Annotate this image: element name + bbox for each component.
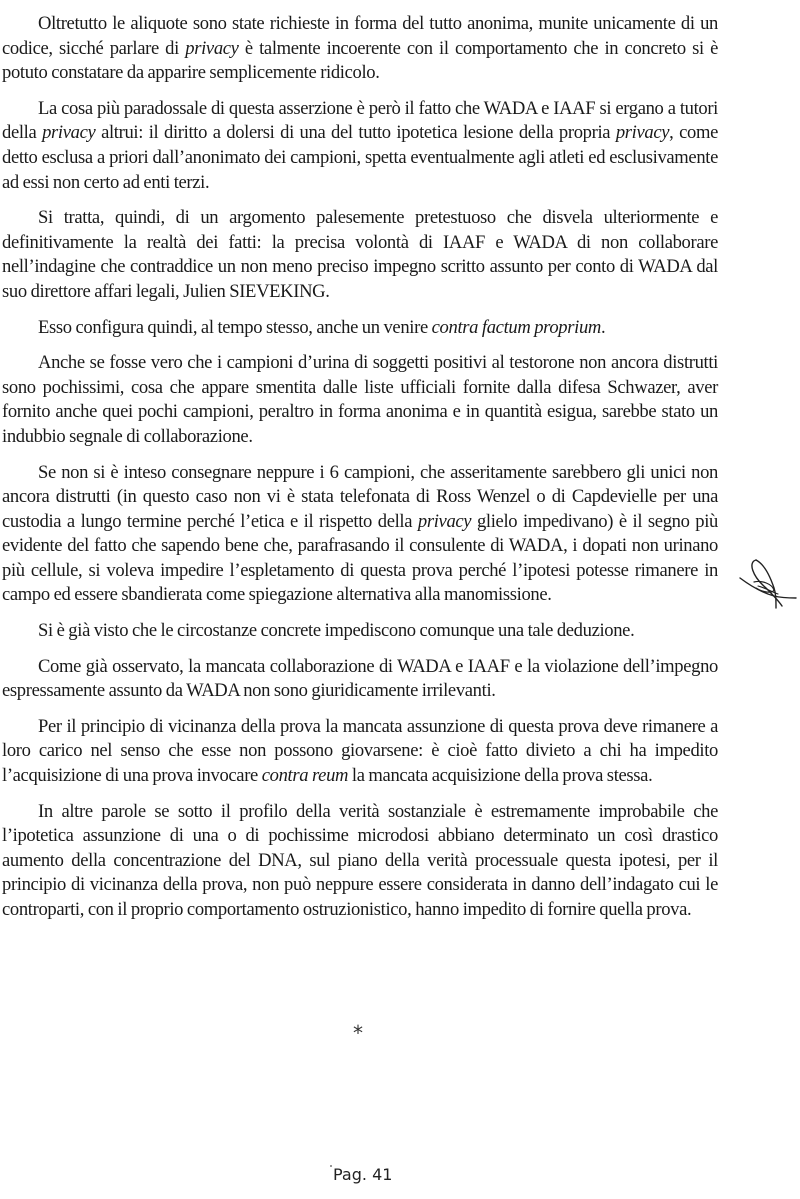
paragraph [2,97,718,195]
page-number [333,1165,392,1184]
paragraph [2,12,718,86]
text-run: La cosa più paradossale di questa asserzione è però il fatto che WADA e IAAF si ergano a tutori della [2,97,718,144]
text-run: In altre parole se sotto il profilo della verità sostanziale è estremamente improbabile che l’ipotetica assunzione di una o di pochissime microdosi abbiano determinato un così drastico aumento della concentrazione del DNA, sul piano della verità processuale questa ipotesi, per il principio di vicinanza della prova, non può neppure essere considerata in danno dell’indagato cui le controparti, con il proprio comportamento ostruzionistico, hanno impedito di fornire quella prova. [2,800,718,920]
text-run: Esso configura quindi, al tempo stesso, anche un venire [38,316,432,338]
document-body [2,12,718,934]
text-run: Anche se fosse vero che i campioni d’urina di soggetti positivi al testorone non ancora distrutti sono pochissimi, cosa che appare smentita dalle liste ufficiali fornite dalla difesa Schwazer, aver fornito anche quei pochi campioni, peraltro in forma anonima e in quantità esigua, sarebbe stato un indubbio segnale di collaborazione. [2,352,718,447]
paragraph [2,655,718,704]
text-run: Se non si è inteso consegnare neppure i 6 campioni, che asseritamente sarebbero gli unici non ancora distrutti (in questo caso non vi è stata telefonata di Ross Wenzel o di Capdevielle per una custodia a lungo termine perché l’etica e il rispetto della [2,461,718,532]
text-run: Come già osservato, la mancata collaborazione di WADA e IAAF e la violazione dell’impegno espressamente assunto da WADA non sono giuridicamente irrilevanti. [2,655,718,702]
scan-speck [330,1165,332,1167]
text-run: glielo impedivano) è il segno più evidente del fatto che sapendo bene che, parafrasando il consulente di WADA, i dopati non urinano più cellule, si voleva impedire l’espletamento di questa prova perché l’ipotesi potesse rimanere in campo ed essere sbandierata come spiegazione alternativa alla manomissione. [2,510,718,606]
text-run: la mancata acquisizione della prova stessa. [348,765,653,787]
italic-term: privacy [42,122,96,144]
paragraph [2,619,718,644]
page-number-label: Pag. 41 [333,1165,393,1184]
text-run: , come detto esclusa a priori dall’anonimato dei campioni, spetta eventualmente agli atleti ed esclusivamente ad essi non certo ad enti terzi. [2,122,719,193]
italic-term: privacy [185,37,239,59]
italic-term: contra reum [261,765,349,787]
signature-icon [738,558,798,618]
italic-term: privacy [615,122,670,144]
paragraph [2,316,718,341]
paragraph [2,351,718,449]
paragraph [2,715,718,789]
section-separator: * [353,1021,363,1045]
text-run: Si tratta, quindi, di un argomento palesemente pretestuoso che disvela ulteriormente e definitivamente la realtà dei fatti: la precisa volontà di IAAF e WADA di non collaborare nell’indagine che contraddice un non meno preciso impegno scritto assunto per conto di WADA dal suo direttore affari legali, Julien SIEVEKING. [2,207,718,302]
paragraph [2,800,718,923]
text-run: è talmente incoerente con il comportamento che in concreto si è potuto constatare da apparire semplicemente ridicolo. [2,37,718,84]
text-run: Per il principio di vicinanza della prova la mancata assunzione di questa prova deve rimanere a loro carico nel senso che esse non possono giovarsene: è cioè fatto divieto a chi ha impedito l’acquisizione di una prova invocare [2,715,718,787]
text-run: altrui: il diritto a dolersi di una del tutto ipotetica lesione della propria [95,122,616,144]
italic-term: privacy [417,510,472,532]
paragraph [2,206,718,304]
paragraph [2,461,718,609]
text-run: Si è già visto che le circostanze concrete impediscono comunque una tale deduzione. [38,620,635,642]
italic-term: contra factum proprium [431,316,601,338]
text-run: . [600,316,606,338]
text-run: Oltretutto le aliquote sono state richieste in forma del tutto anonima, munite unicamente di un codice, sicché parlare di [2,13,718,59]
